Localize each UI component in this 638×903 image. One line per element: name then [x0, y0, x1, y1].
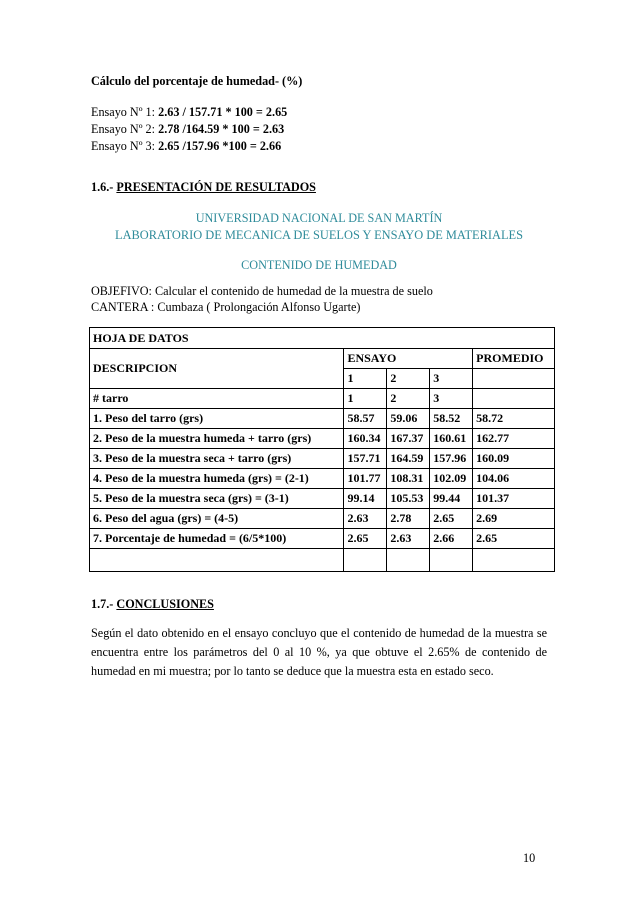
row-value: 108.31 — [387, 469, 430, 489]
ensayo-label: Ensayo Nº 2: — [91, 122, 159, 136]
ensayo-line-1 — [91, 104, 287, 121]
row-value: 160.61 — [430, 429, 473, 449]
row-value: 157.71 — [344, 449, 387, 469]
row-value: 3 — [430, 389, 473, 409]
subheader-cell — [473, 369, 555, 389]
row-value: 160.09 — [473, 449, 555, 469]
row-value: 58.72 — [473, 409, 555, 429]
university-name: UNIVERSIDAD NACIONAL DE SAN MARTÍN — [195, 211, 443, 225]
row-value: 157.96 — [430, 449, 473, 469]
lab-name: LABORATORIO DE MECANICA DE SUELOS Y ENSAYO DE MATERIALES — [115, 228, 523, 242]
row-value: 101.37 — [473, 489, 555, 509]
table-row — [90, 469, 555, 489]
ensayo-label: Ensayo Nº 1: — [91, 105, 159, 119]
table-title: HOJA DE DATOS — [90, 328, 555, 349]
row-value: 162.77 — [473, 429, 555, 449]
subheader-cell: 1 — [344, 369, 387, 389]
promedio-header: PROMEDIO — [473, 349, 555, 369]
table-row — [90, 489, 555, 509]
section-number: 1.6.- — [91, 180, 117, 194]
row-value: 167.37 — [387, 429, 430, 449]
row-value: 2.65 — [473, 529, 555, 549]
row-label: 3. Peso de la muestra seca + tarro (grs) — [90, 449, 344, 469]
row-value: 2.65 — [344, 529, 387, 549]
row-value: 102.09 — [430, 469, 473, 489]
row-value: 101.77 — [344, 469, 387, 489]
conclusion-paragraph: Según el dato obtenido en el ensayo concluyo que el contenido de humedad de la muestra se encuentra entre los parámetros del 0 al 10 %, ya que obtuve el 2.65% de contenido de humedad en mi muestra; por lo tanto se deduce que la muestra esta en estado seco. — [91, 626, 547, 678]
table-row — [90, 429, 555, 449]
section-title: PRESENTACIÓN DE RESULTADOS — [116, 180, 316, 194]
row-label: # tarro — [90, 389, 344, 409]
row-value: 2.78 — [387, 509, 430, 529]
ensayo-line-2 — [91, 121, 284, 138]
ensayo-header: ENSAYO — [344, 349, 473, 369]
section-1-6-heading — [91, 180, 316, 195]
table-header-row — [90, 349, 555, 369]
empty-cell — [430, 549, 473, 572]
row-label: 7. Porcentaje de humedad = (6/5*100) — [90, 529, 344, 549]
table-row — [90, 529, 555, 549]
page-number: 10 — [523, 851, 536, 865]
calc-title: Cálculo del porcentaje de humedad- (%) — [91, 74, 303, 88]
ensayo-formula: 2.65 /157.96 *100 = 2.66 — [158, 139, 282, 153]
row-label: 2. Peso de la muestra humeda + tarro (grs) — [90, 429, 344, 449]
table-row — [90, 409, 555, 429]
row-value: 59.06 — [387, 409, 430, 429]
table-row — [90, 509, 555, 529]
row-value: 2 — [387, 389, 430, 409]
row-value: 2.69 — [473, 509, 555, 529]
section-1-7-heading — [91, 597, 214, 612]
ensayo-label: Ensayo Nº 3: — [91, 139, 159, 153]
row-value: 2.63 — [387, 529, 430, 549]
empty-cell — [344, 549, 387, 572]
ensayo-line-3 — [91, 138, 281, 155]
row-label: 4. Peso de la muestra humeda (grs) = (2-1) — [90, 469, 344, 489]
row-value — [473, 389, 555, 409]
descripcion-header: DESCRIPCION — [90, 349, 344, 389]
section-title: CONCLUSIONES — [116, 597, 214, 611]
row-value: 1 — [344, 389, 387, 409]
row-value: 58.52 — [430, 409, 473, 429]
table-title-row — [90, 328, 555, 349]
row-value: 104.06 — [473, 469, 555, 489]
empty-cell — [387, 549, 430, 572]
row-value: 164.59 — [387, 449, 430, 469]
row-label: 6. Peso del agua (grs) = (4-5) — [90, 509, 344, 529]
data-sheet-table — [89, 327, 555, 572]
ensayo-formula: 2.78 /164.59 * 100 = 2.63 — [158, 122, 285, 136]
ensayo-formula: 2.63 / 157.71 * 100 = 2.65 — [158, 105, 288, 119]
row-label: 5. Peso de la muestra seca (grs) = (3-1) — [90, 489, 344, 509]
cantera-text: CANTERA : Cumbaza ( Prolongación Alfonso Ugarte) — [91, 300, 361, 314]
row-value: 99.44 — [430, 489, 473, 509]
row-value: 2.66 — [430, 529, 473, 549]
row-label: 1. Peso del tarro (grs) — [90, 409, 344, 429]
row-value: 99.14 — [344, 489, 387, 509]
row-value: 160.34 — [344, 429, 387, 449]
row-value: 2.63 — [344, 509, 387, 529]
empty-cell — [473, 549, 555, 572]
section-number: 1.7.- — [91, 597, 117, 611]
table-row — [90, 389, 555, 409]
subheader-cell: 3 — [430, 369, 473, 389]
row-value: 58.57 — [344, 409, 387, 429]
table-empty-row — [90, 549, 555, 572]
subheader-cell: 2 — [387, 369, 430, 389]
empty-cell — [90, 549, 344, 572]
objetivo-text: OBJEFIVO: Calcular el contenido de humedad de la muestra de suelo — [91, 284, 433, 298]
report-subtitle: CONTENIDO DE HUMEDAD — [241, 258, 397, 272]
row-value: 105.53 — [387, 489, 430, 509]
table-row — [90, 449, 555, 469]
row-value: 2.65 — [430, 509, 473, 529]
